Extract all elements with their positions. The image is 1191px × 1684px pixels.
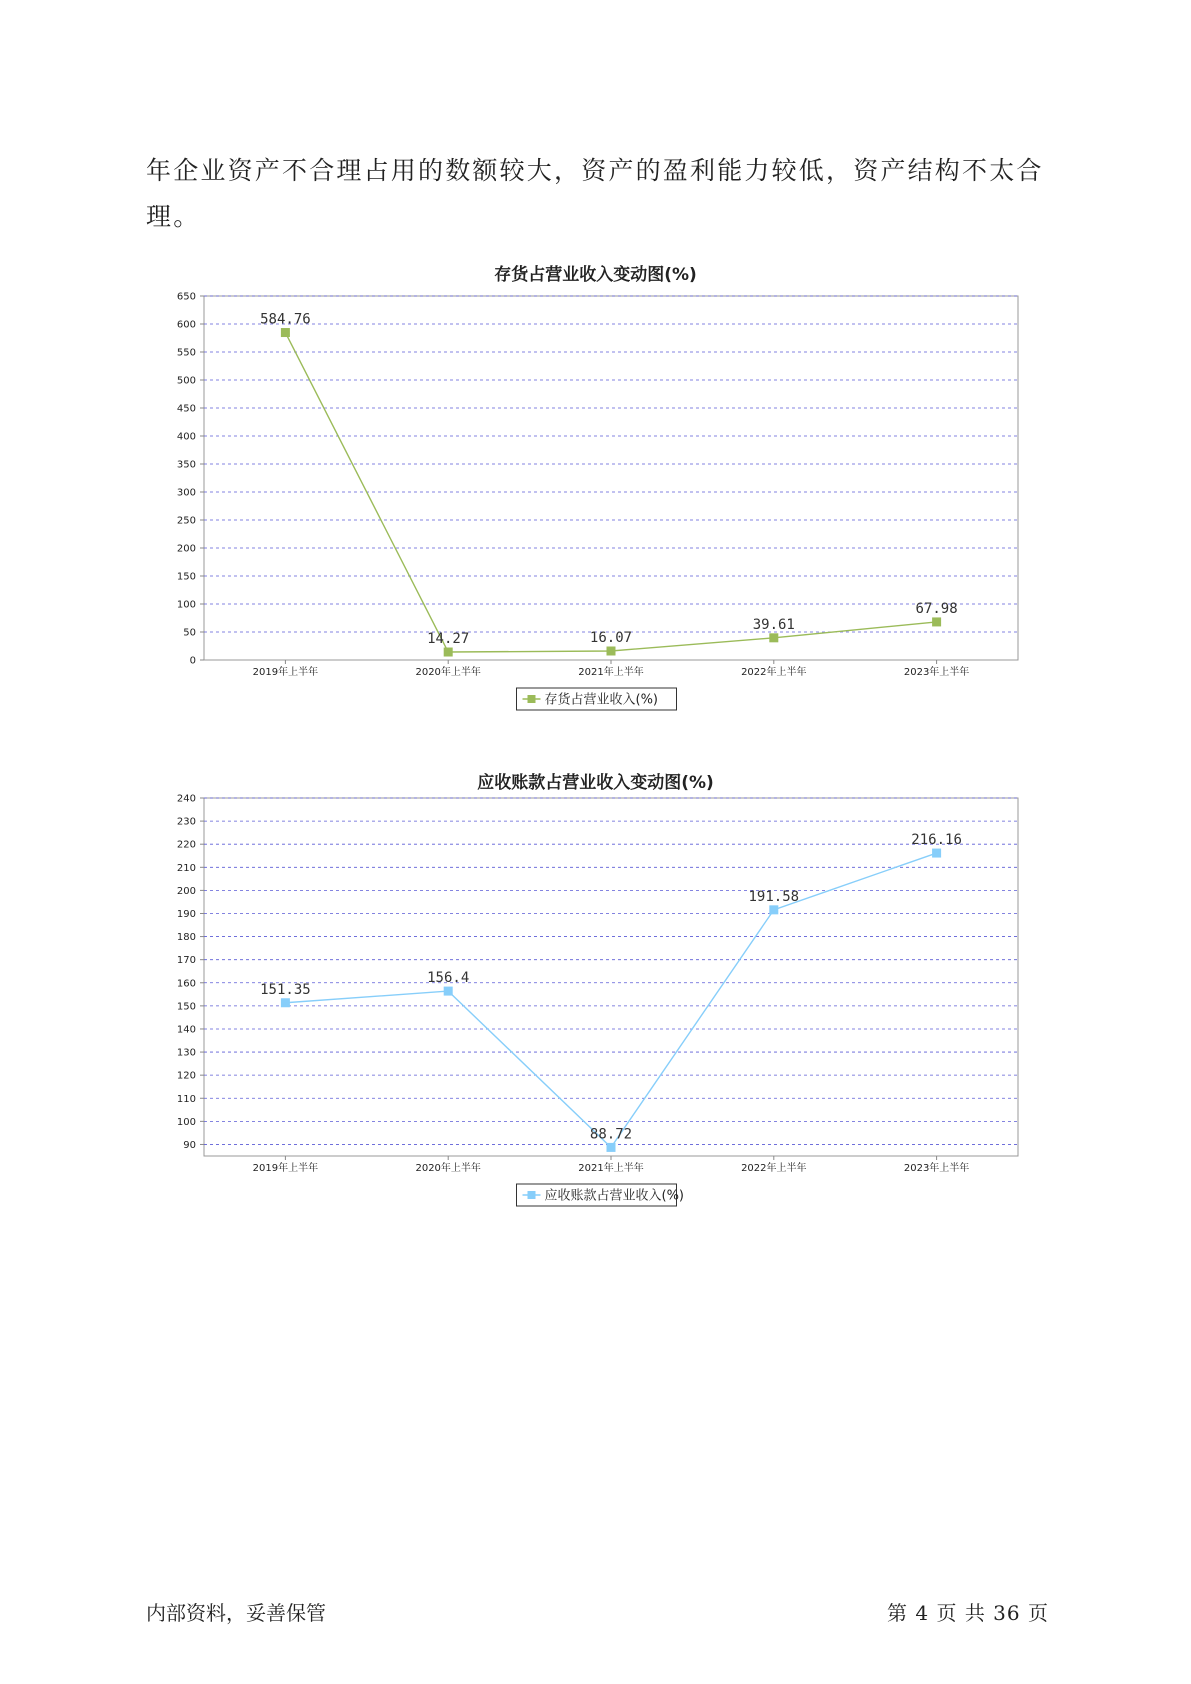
y-tick-label: 100 [176,599,196,611]
data-point [281,998,290,1007]
y-tick-label: 120 [176,1070,196,1082]
chart-title: 应收账款占营业收入变动图(%) [477,773,714,793]
body-paragraph: 年企业资产不合理占用的数额较大，资产的盈利能力较低，资产结构不太合理。 [146,156,1044,231]
legend-marker [528,1191,536,1199]
data-label: 151.35 [260,981,311,998]
data-label: 39.61 [752,616,795,633]
y-tick-label: 100 [176,1116,196,1128]
y-tick-label: 160 [176,978,196,990]
y-tick-label: 150 [176,571,196,583]
y-tick-label: 90 [183,1139,196,1151]
y-tick-label: 400 [176,431,196,443]
y-tick-label: 150 [176,1001,196,1013]
plot-area [204,296,1018,660]
y-tick-label: 230 [176,816,196,828]
y-tick-label: 170 [176,955,196,967]
chart-svg [0,250,1191,720]
chart-title: 存货占营业收入变动图(%) [494,265,697,285]
y-tick-label: 190 [176,908,196,920]
data-point [769,905,778,914]
data-label: 584.76 [260,311,311,328]
data-point [607,647,616,656]
x-tick-label: 2023年上半年 [903,1163,970,1174]
y-tick-label: 180 [176,932,196,944]
y-tick-label: 200 [176,885,196,897]
y-tick-label: 140 [176,1024,196,1036]
y-tick-label: 130 [176,1047,196,1059]
data-point [769,633,778,642]
y-tick-label: 650 [176,291,196,303]
data-label: 191.58 [748,888,800,905]
y-tick-label: 600 [176,319,196,331]
x-tick-label: 2020年上半年 [415,1163,481,1174]
data-point [932,849,941,858]
x-tick-label: 2020年上半年 [415,667,481,678]
data-label: 216.16 [911,832,962,849]
y-tick-label: 350 [176,459,196,471]
y-tick-label: 50 [183,627,196,639]
plot-area [204,798,1018,1156]
y-tick-label: 110 [176,1093,196,1105]
x-tick-label: 2021年上半年 [578,667,644,678]
data-point [932,617,941,626]
x-tick-label: 2019年上半年 [252,667,319,678]
footer-page-number: 第 4 页 共 36 页 [887,1601,1049,1625]
y-tick-label: 0 [189,655,196,667]
data-label: 156.4 [427,970,470,987]
y-tick-label: 240 [176,793,196,805]
legend-label: 存货占营业收入(%) [544,692,658,708]
chart-svg [0,758,1191,1228]
y-tick-label: 220 [176,839,196,851]
x-tick-label: 2023年上半年 [903,667,970,678]
legend-marker [528,695,536,703]
x-tick-label: 2022年上半年 [741,1163,807,1174]
x-tick-label: 2022年上半年 [741,667,807,678]
y-tick-label: 210 [176,862,196,874]
data-label: 88.72 [589,1126,633,1143]
data-label: 16.07 [589,630,633,647]
data-point [444,987,453,996]
x-tick-label: 2019年上半年 [252,1163,319,1174]
footer-confidential-note: 内部资料，妥善保管 [146,1601,326,1625]
y-tick-label: 450 [176,403,196,415]
data-label: 14.27 [427,631,470,648]
data-point [281,328,290,337]
y-tick-label: 250 [176,515,196,527]
legend-label: 应收账款占营业收入(%) [544,1188,684,1204]
x-tick-label: 2021年上半年 [578,1163,644,1174]
y-tick-label: 550 [176,347,196,359]
y-tick-label: 300 [176,487,196,499]
data-point [607,1143,616,1152]
y-tick-label: 500 [176,375,196,387]
receivables-ratio-chart [0,758,1191,1228]
inventory-ratio-chart [0,250,1191,720]
data-point [444,648,453,657]
data-label: 67.98 [915,600,958,617]
y-tick-label: 200 [176,543,196,555]
